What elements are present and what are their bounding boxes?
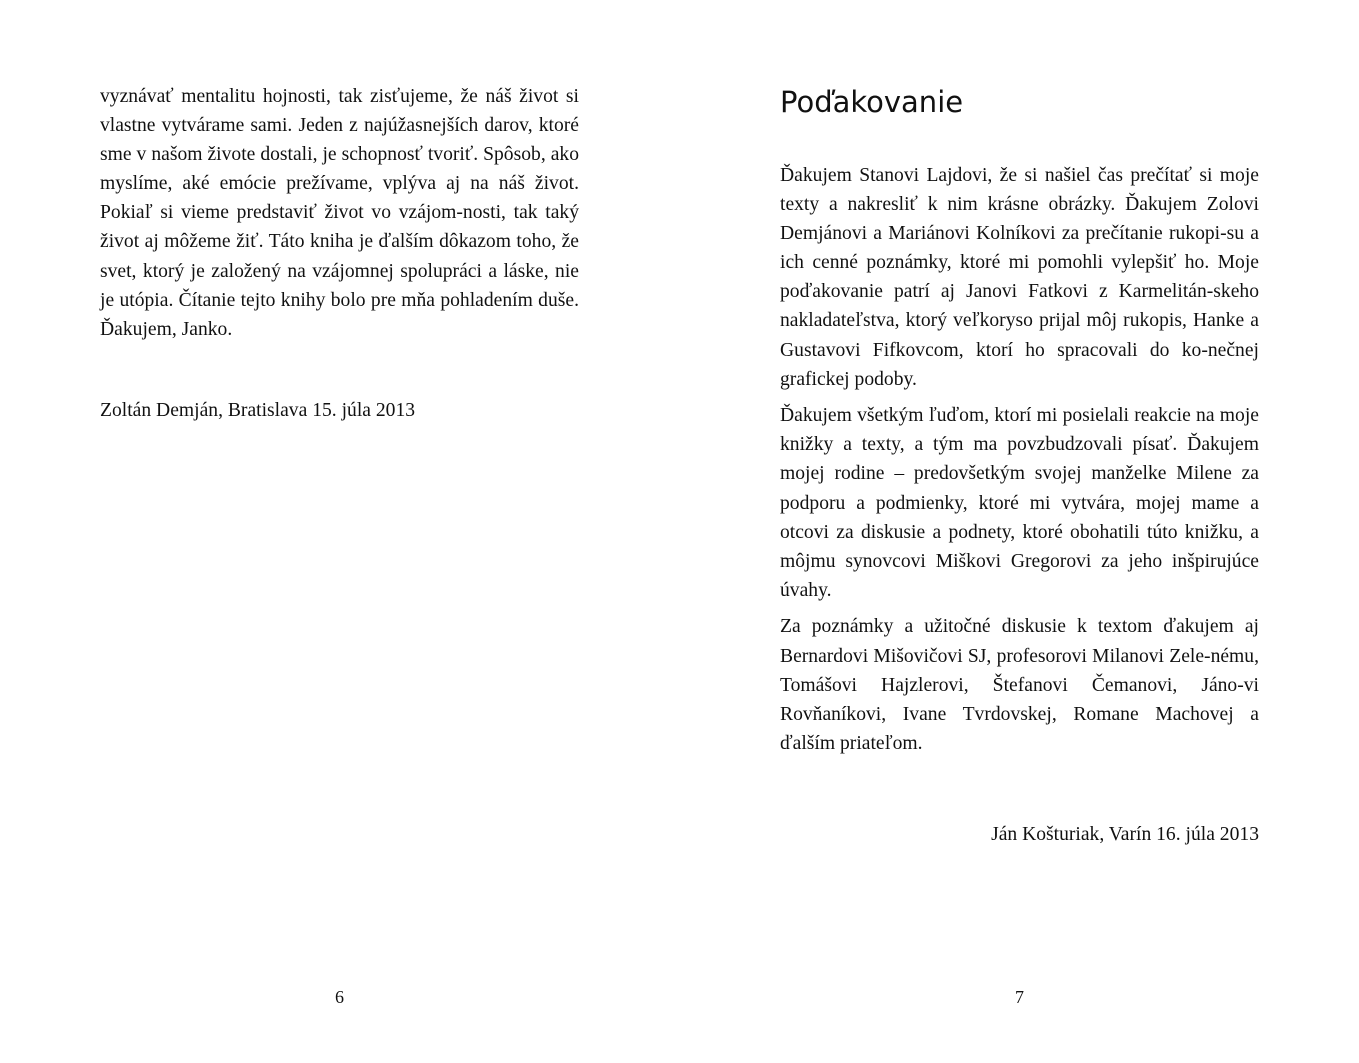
left-page [0,0,679,1063]
acknowledgements-paragraph-1: Ďakujem Stanovi Lajdovi, že si našiel čas prečítať si moje texty a nakresliť k nim krásne obrázky. Ďakujem Zolovi Demjánovi a Mariánovi Kolníkovi za prečítanie rukopi-su a ich cenné poznámky, ktoré mi pomohli vylepšiť ho. Moje poďakovanie patrí aj Janovi Fatkovi z Karmelitán-skeho nakladateľstva, ktorý veľkoryso prijal môj rukopis, Hanke a Gustavovi Fifkovcom, ktorí ho spracovali do ko-nečnej grafickej podoby. [780,165,1259,390]
left-page-number: 6 [335,987,344,1007]
acknowledgements-paragraph-3: Za poznámky a užitočné diskusie k textom ďakujem aj Bernardovi Mišovičovi SJ, profesorovi Milanovi Zele-nému, Tomášovi Hajzlerovi, Štefanovi Čemanovi, Jáno-vi Rovňaníkovi, Ivane Tvrdovskej, Romane Machovej a ďalším priateľom. [780,616,1259,754]
right-page [680,0,1359,1063]
acknowledgements-body [780,161,1259,765]
right-page-signature: Ján Košturiak, Varín 16. júla 2013 [991,824,1259,845]
left-page-body-text: vyznávať mentalitu hojnosti, tak zisťujeme, že náš život si vlastne vytvárame sami. Jeden z najúžasnejších darov, ktoré sme v našom živote dostali, je schopnosť tvoriť. Spôsob, ako myslíme, aké emócie prežívame, vplýva aj na náš život. Pokiaľ si vieme predstaviť život vo vzájom-nosti, tak taký život aj môžeme žiť. Táto kniha je ďalším dôkazom toho, že svet, ktorý je založený na vzájomnej spolupráci a láske, nie je utópia. Čítanie tejto knihy bolo pre mňa pohladením duše. Ďakujem, Janko. [100,86,579,340]
right-page-number: 7 [1015,987,1024,1007]
acknowledgements-paragraph-2: Ďakujem všetkým ľuďom, ktorí mi posielali reakcie na moje knižky a texty, a tým ma povzbudzovali písať. Ďakujem mojej rodine – predovšetkým svojej manželke Milene za podporu a podmienky, ktoré mi vytvára, mojej mame a otcovi za diskusie a podnety, ktoré obohatili túto knižku, a môjmu synovcovi Miškovi Gregorovi za jeho inšpirujúce úvahy. [780,405,1259,601]
acknowledgements-heading: Poďakovanie [780,85,964,119]
left-page-signature: Zoltán Demján, Bratislava 15. júla 2013 [100,400,416,421]
